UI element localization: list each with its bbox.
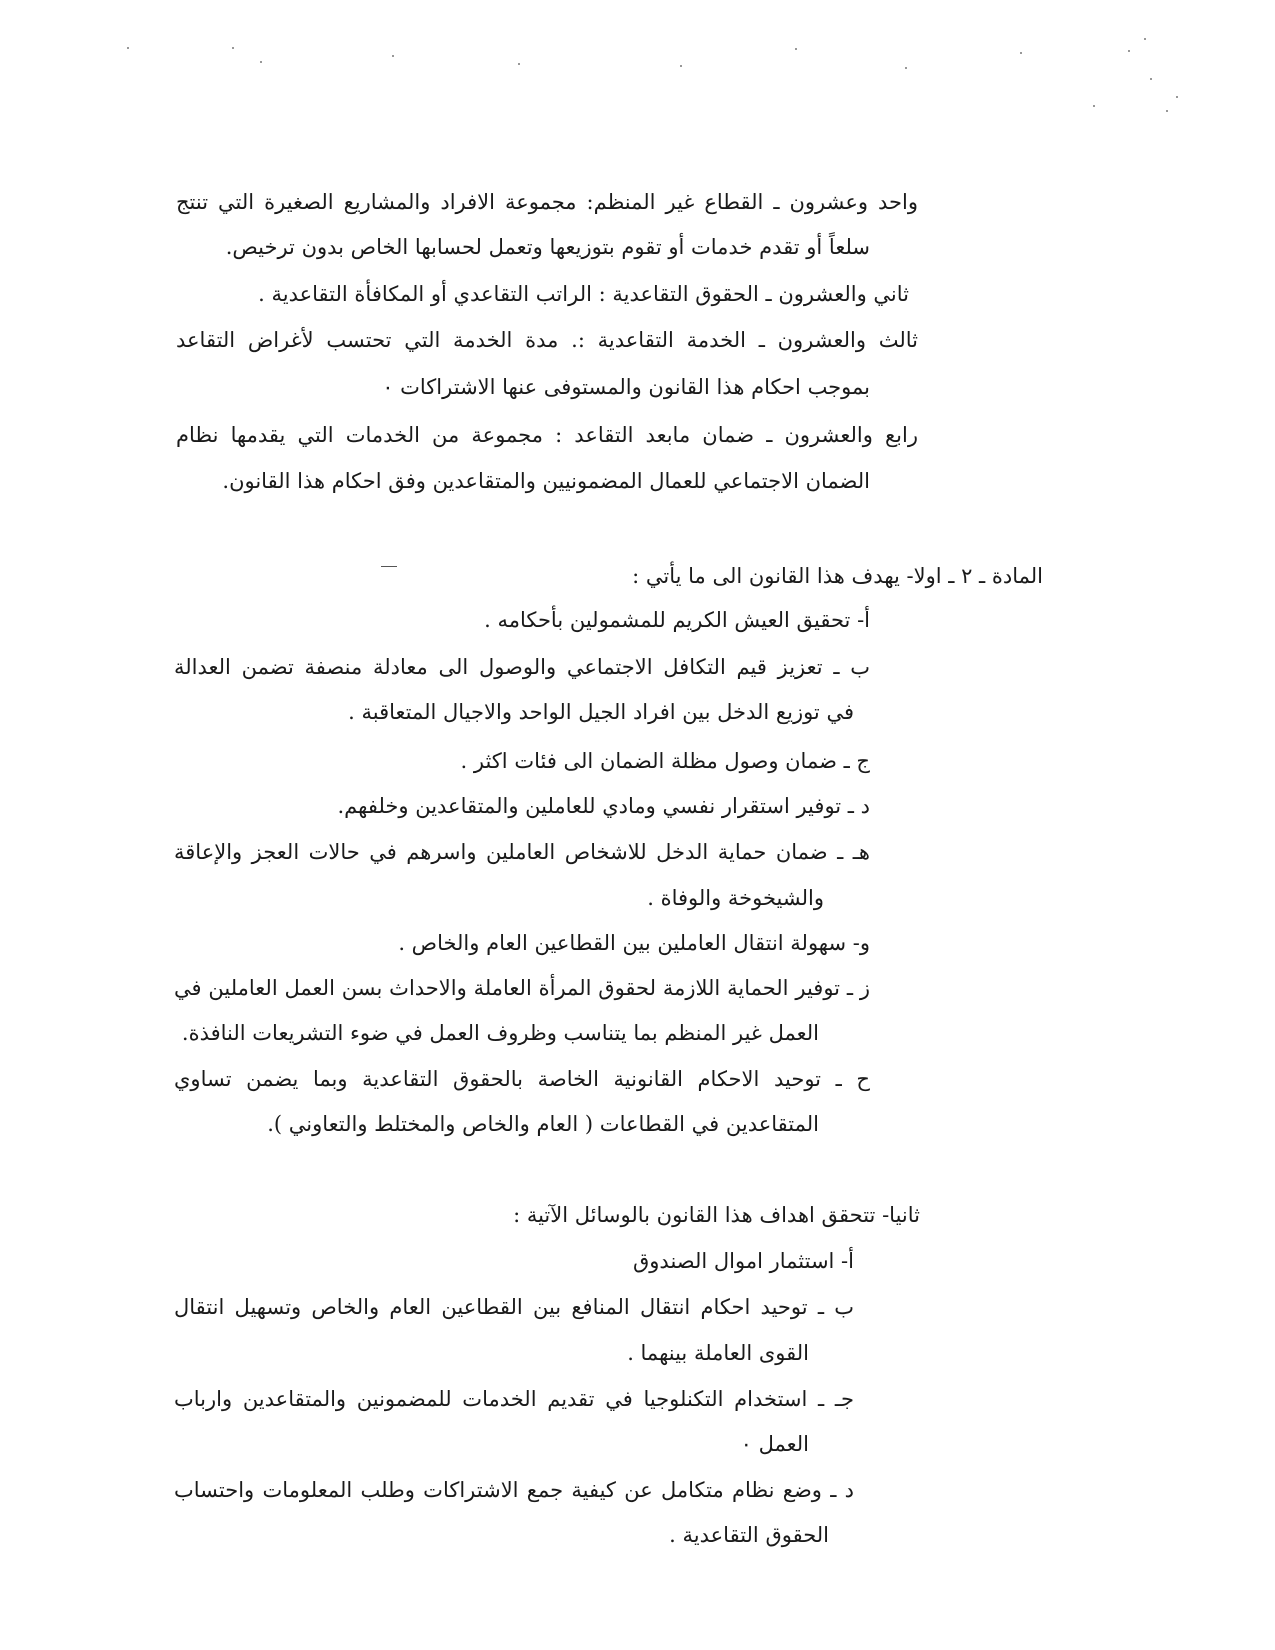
secondly-item-c: جـ ـ استخدام التكنلوجيا في تقديم الخدمات للمضمونين والمتقاعدين وارباب bbox=[174, 1387, 854, 1411]
article-2-item-f: و- سهولة انتقال العاملين بين القطاعين العام والخاص . bbox=[398, 931, 870, 955]
scan-speck bbox=[1150, 78, 1152, 80]
scan-speck bbox=[905, 67, 907, 69]
scan-speck bbox=[1144, 38, 1146, 40]
scan-speck bbox=[232, 47, 234, 49]
secondly-item-d-continued: الحقوق التقاعدية . bbox=[669, 1523, 829, 1547]
article-2-item-b-continued: في توزيع الدخل بين افراد الجيل الواحد والاجيال المتعاقبة . bbox=[348, 700, 854, 724]
scan-speck bbox=[795, 48, 797, 50]
definition-line: رابع والعشرون ـ ضمان مابعد التقاعد : مجموعة من الخدمات التي يقدمها نظام bbox=[176, 423, 918, 447]
scan-speck bbox=[680, 65, 682, 67]
article-2-item-e-continued: والشيخوخة والوفاة . bbox=[647, 886, 824, 910]
definition-line: واحد وعشرون ـ القطاع غير المنظم: مجموعة الافراد والمشاريع الصغيرة التي تنتج bbox=[176, 190, 918, 214]
article-2-heading: المادة ـ ٢ ـ اولا- يهدف هذا القانون الى ما يأتي : bbox=[632, 564, 1043, 588]
scan-speck bbox=[392, 55, 394, 57]
secondly-item-b: ب ـ توحيد احكام انتقال المنافع بين القطاعين العام والخاص وتسهيل انتقال bbox=[174, 1295, 854, 1319]
scan-speck bbox=[127, 47, 129, 49]
scan-speck bbox=[1128, 50, 1130, 52]
scan-speck bbox=[518, 63, 520, 65]
scan-speck bbox=[1166, 110, 1168, 112]
article-2-item-b: ب ـ تعزيز قيم التكافل الاجتماعي والوصول الى معادلة منصفة تضمن العدالة bbox=[174, 655, 870, 679]
scan-speck bbox=[1093, 105, 1095, 107]
article-2-item-c: ج ـ ضمان وصول مظلة الضمان الى فئات اكثر . bbox=[460, 749, 870, 773]
scan-dash-mark bbox=[381, 566, 397, 567]
article-2-item-e: هـ ـ ضمان حماية الدخل للاشخاص العاملين واسرهم في حالات العجز والإعاقة bbox=[174, 840, 870, 864]
article-2-item-h-continued: المتقاعدين في القطاعات ( العام والخاص والمختلط والتعاوني ). bbox=[267, 1112, 819, 1136]
definition-line: سلعاً أو تقدم خدمات أو تقوم بتوزيعها وتعمل لحسابها الخاص بدون ترخيص. bbox=[225, 235, 870, 259]
scan-speck bbox=[1020, 52, 1022, 54]
scan-speck bbox=[1176, 96, 1178, 98]
definition-line: ثاني والعشرون ـ الحقوق التقاعدية : الراتب التقاعدي أو المكافأة التقاعدية . bbox=[258, 282, 909, 306]
definition-line: ثالث والعشرون ـ الخدمة التقاعدية :. مدة الخدمة التي تحتسب لأغراض التقاعد bbox=[176, 328, 918, 352]
article-2-item-h: ح ـ توحيد الاحكام القانونية الخاصة بالحقوق التقاعدية وبما يضمن تساوي bbox=[174, 1067, 870, 1091]
definition-line: الضمان الاجتماعي للعمال المضمونيين والمتقاعدين وفق احكام هذا القانون. bbox=[222, 469, 870, 493]
secondly-item-a: أ- استثمار اموال الصندوق bbox=[632, 1249, 854, 1273]
secondly-item-c-continued: العمل ٠ bbox=[740, 1432, 809, 1456]
article-2-item-a: أ- تحقيق العيش الكريم للمشمولين بأحكامه . bbox=[484, 608, 870, 632]
secondly-heading: ثانيا- تتحقق اهداف هذا القانون بالوسائل الآتية : bbox=[513, 1203, 920, 1227]
scan-speck bbox=[260, 61, 262, 63]
definition-line: بموجب احكام هذا القانون والمستوفى عنها الاشتراكات ٠ bbox=[382, 375, 870, 399]
article-2-item-g-continued: العمل غير المنظم بما يتناسب وظروف العمل في ضوء التشريعات النافذة. bbox=[181, 1021, 819, 1045]
secondly-item-b-continued: القوى العاملة بينهما . bbox=[627, 1341, 809, 1365]
article-2-item-d: د ـ توفير استقرار نفسي ومادي للعاملين والمتقاعدين وخلفهم. bbox=[337, 794, 870, 818]
secondly-item-d: د ـ وضع نظام متكامل عن كيفية جمع الاشتراكات وطلب المعلومات واحتساب bbox=[174, 1478, 854, 1502]
article-2-item-g: ز ـ توفير الحماية اللازمة لحقوق المرأة العاملة والاحداث بسن العمل العاملين في bbox=[174, 976, 870, 1000]
